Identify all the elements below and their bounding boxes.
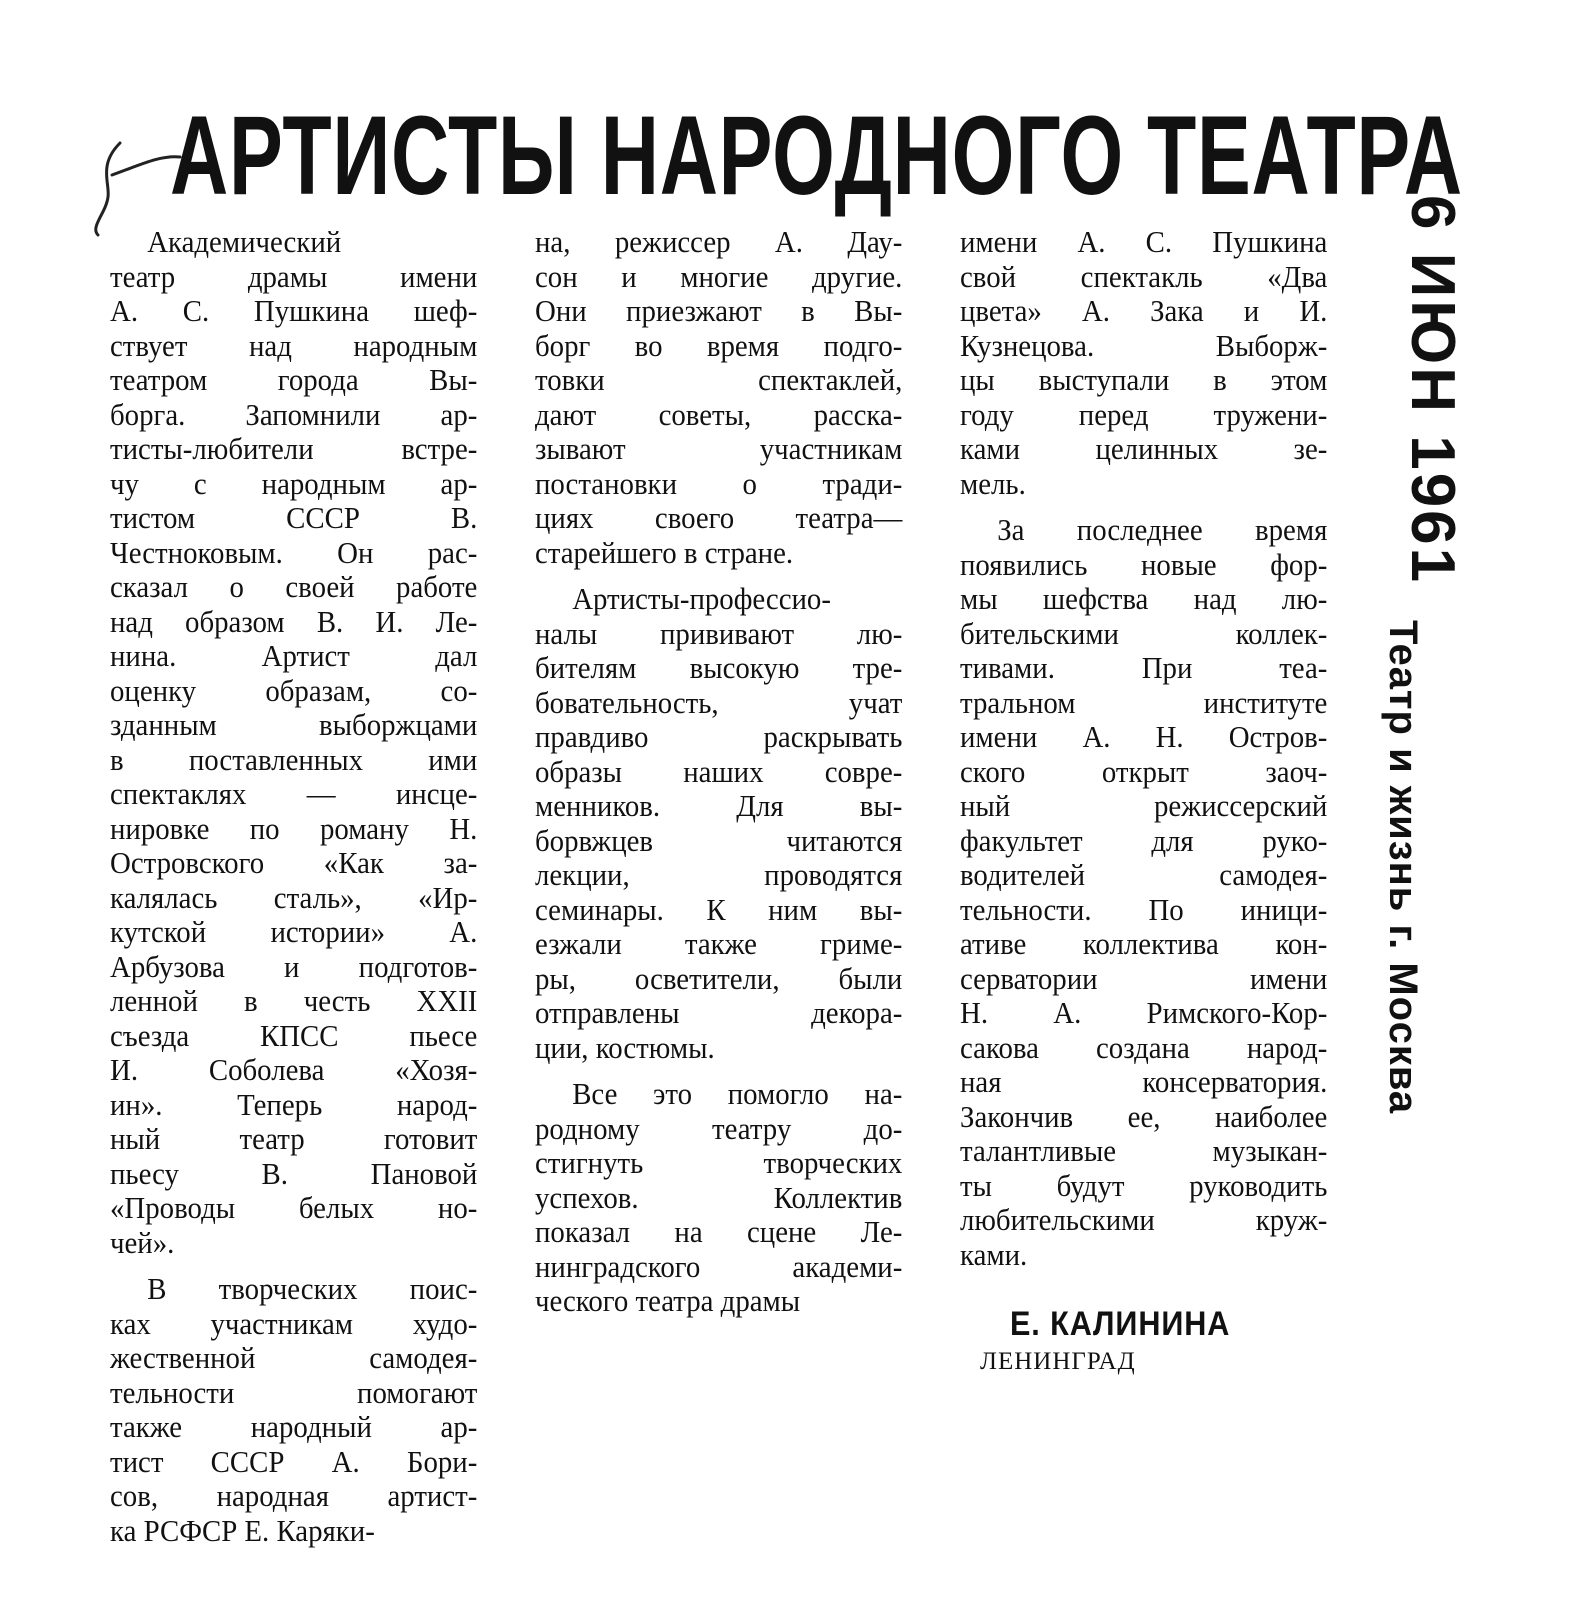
text-line: водителей самодея- [960,857,1328,892]
text-line: мель. [960,465,1026,501]
text-line: успехов. Коллектив [535,1179,903,1215]
text-line: старейшего в стране. [535,534,794,570]
article-column-1 [110,225,477,1548]
text-line: менников. Для вы- [535,788,903,823]
text-line: также народный ар- [110,1409,478,1444]
text-line: имени А. С. Пушкина [960,224,1328,259]
stamp-newspaper: Театр и жизнь г. Москва [1381,620,1425,1115]
text-line: тивами. При теа- [960,650,1328,685]
text-line: кутской истории» А. [110,914,478,949]
stamp-date: 6 ИЮН 1961 [1398,195,1467,586]
text-line: товки спектаклей, [535,362,903,397]
text-line: ный театр готовит [110,1121,478,1156]
text-line: циях своего театра— [535,500,903,535]
text-line: театр драмы имени [110,258,478,294]
text-line: бителям высокую тре- [535,650,903,685]
text-line: борг во время подго- [535,327,903,363]
text-line: лекции, проводятся [535,857,903,892]
text-line: ками целинных зе- [960,431,1328,466]
text-line: чу с народным ар- [110,465,478,501]
text-line: образы наших совре- [535,753,903,789]
text-line: мы шефства над лю- [960,581,1328,616]
text-line: сов, народная артист- [110,1478,478,1513]
text-line: ленной в честь XXII [110,983,478,1018]
text-line: жественной самодея- [110,1340,478,1375]
article-column-2 [535,225,902,1319]
text-line: борга. Запомнили ар- [110,396,478,432]
text-line: дают советы, расска- [535,396,903,432]
text-line: Арбузова и подготов- [110,948,478,984]
text-line: ты будут руководить [960,1167,1328,1203]
text-line: Закончив ее, наиболее [960,1098,1328,1134]
text-line: съезда КПСС пьесе [110,1017,478,1053]
text-line: тист СССР А. Бори- [110,1443,478,1479]
text-line: ческого театра драмы [535,1283,801,1318]
text-line: ры, осветители, были [535,960,903,996]
text-line: И. Соболева «Хозя- [110,1052,478,1087]
author-byline: Е. КАЛИНИНА [1010,1305,1231,1343]
text-line: театром города Вы- [110,362,478,397]
text-line: ный режиссерский [960,788,1328,823]
text-line: появились новые фор- [960,546,1328,582]
text-line: талантливые музыкан- [960,1133,1328,1168]
text-line: факультет для руко- [960,822,1328,858]
text-line: Островского «Как за- [110,845,478,880]
text-line: пьесу В. Пановой [110,1155,478,1191]
text-line: стигнуть творческих [535,1145,903,1180]
text-line: семинары. К ним вы- [535,891,903,927]
text-line: цвета» А. Зака и И. [960,293,1328,328]
text-line: Честноковым. Он рас- [110,534,478,570]
text-line: езжали также гриме- [535,926,903,961]
text-line: свой спектакль «Два [960,258,1328,294]
text-line: спектаклях — инсце- [110,776,478,811]
text-line: тральном институте [960,684,1328,720]
text-line: в поставленных ими [110,741,478,777]
text-line: над образом В. И. Ле- [110,603,478,639]
text-line: серватории имени [960,960,1328,996]
text-line: нинградского академи- [535,1248,903,1284]
text-line: ствует над народным [110,327,478,363]
text-line: налы прививают лю- [535,615,903,651]
text-line: «Проводы белых но- [110,1190,478,1225]
text-line: показал на сцене Ле- [535,1214,903,1249]
text-line: постановки о тради- [535,465,903,501]
text-line: нировке по роману Н. [110,810,478,846]
text-line: ками. [960,1236,1028,1272]
text-line: ин». Теперь народ- [110,1086,478,1122]
text-line: тистом СССР В. [110,500,478,535]
text-line: Н. А. Римского-Кор- [960,995,1328,1030]
dateline-place: ЛЕНИНГРАД [980,1348,1136,1375]
text-line: ная консерватория. [960,1064,1328,1099]
text-line: на, режиссер А. Дау- [535,224,903,259]
text-line: ка РСФСР Е. Каряки- [110,1512,375,1548]
text-line: Они приезжают в Вы- [535,293,903,328]
text-line: сакова создана народ- [960,1029,1328,1065]
text-line: тисты-любители встре- [110,431,478,466]
text-line: ках участникам худо- [110,1305,478,1341]
text-line: зданным выборжцами [110,707,478,742]
text-line: цы выступали в этом [960,362,1328,397]
text-line: любительскими круж- [960,1202,1328,1237]
text-line: Кузнецова. Выборж- [960,327,1328,363]
text-line: ативе коллектива кон- [960,926,1328,961]
text-line: бительскими коллек- [960,615,1328,651]
text-line: Артисты-профессио- [572,581,831,616]
text-line: А. С. Пушкина шеф- [110,293,478,328]
text-line: тельности помогают [110,1374,478,1410]
text-line: сон и многие другие. [535,258,903,294]
text-line: году перед тружени- [960,396,1328,432]
text-line: родному театру до- [535,1110,903,1146]
text-line: За последнее время [997,512,1328,547]
text-line: тельности. По иници- [960,891,1328,927]
text-line: правдиво раскрывать [535,719,903,754]
text-line: Академический [147,224,342,259]
text-line: бовательность, учат [535,684,903,720]
text-line: ции, костюмы. [535,1029,715,1065]
text-line: ского открыт заоч- [960,753,1328,789]
text-line: отправлены декора- [535,995,903,1030]
text-line: Все это помогло на- [572,1076,903,1111]
text-line: имени А. Н. Остров- [960,719,1328,754]
text-line: зывают участникам [535,431,903,466]
article-column-3 [960,225,1327,1272]
text-line: борвжцев читаются [535,822,903,858]
text-line: сказал о своей работе [110,569,478,604]
text-line: калялась сталь», «Ир- [110,879,478,915]
text-line: оценку образам, со- [110,672,478,708]
text-line: нина. Артист дал [110,638,478,673]
text-line: В творческих поис- [147,1271,478,1306]
headline: АРТИСТЫ НАРОДНОГО ТЕАТРА [170,93,1463,218]
text-line: чей». [110,1224,175,1260]
